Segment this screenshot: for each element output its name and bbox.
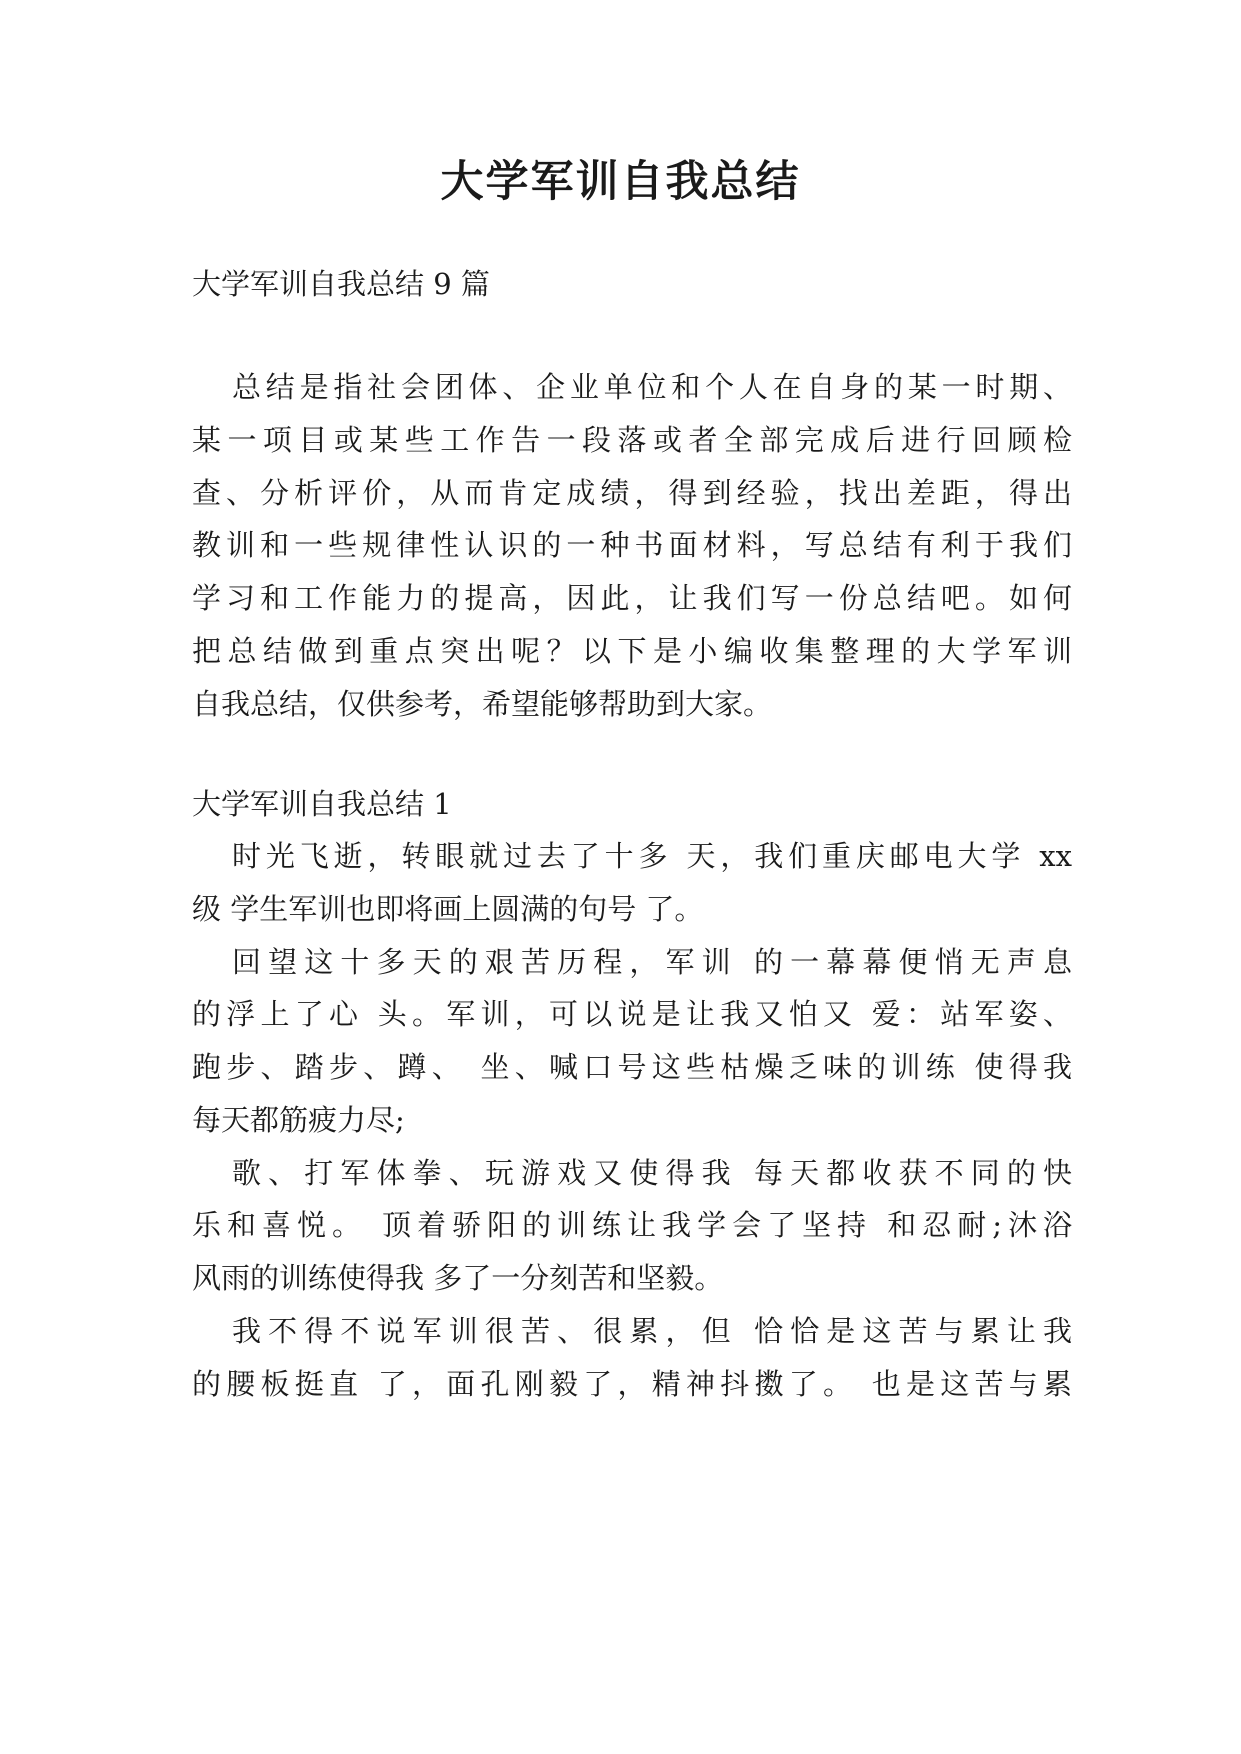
body-line: 每天都筋疲力尽;: [192, 1103, 405, 1137]
document-title: 大学军训自我总结: [440, 157, 801, 207]
body-line: 跑步、踏步、蹲、 坐、喊口号这些枯燥乏味的训练 使得我: [192, 1050, 1072, 1084]
intro-line: 总结是指社会团体、企业单位和个人在自身的某一时期、: [232, 370, 1072, 404]
body-line: 歌、打军体拳、玩游戏又使得我 每天都收获不同的快: [232, 1156, 1072, 1190]
intro-line: 查、分析评价，从而肯定成绩，得到经验，找出差距，得出: [192, 476, 1072, 510]
intro-line: 把总结做到重点突出呢？以下是小编收集整理的大学军训: [192, 634, 1072, 668]
body-line: 乐和喜悦。 顶着骄阳的训练让我学会了坚持 和忍耐;沐浴: [192, 1208, 1072, 1242]
intro-line: 自我总结，仅供参考，希望能够帮助到大家。: [192, 687, 773, 721]
intro-line: 教训和一些规律性认识的一种书面材料，写总结有利于我们: [192, 528, 1072, 562]
body-line: 的浮上了心 头。军训，可以说是让我又怕又 爱：站军姿、: [192, 997, 1072, 1031]
body-line: 的腰板挺直 了，面孔刚毅了，精神抖擞了。 也是这苦与累: [192, 1367, 1072, 1401]
body-line: 回望这十多天的艰苦历程，军训 的一幕幕便悄无声息: [232, 945, 1072, 979]
section-heading: 大学军训自我总结 1: [192, 787, 452, 821]
body-line: 级 学生军训也即将画上圆满的句号 了。: [192, 892, 704, 926]
body-line: 时光飞逝，转眼就过去了十多 天，我们重庆邮电大学 xx: [232, 839, 1072, 873]
body-line: 我不得不说军训很苦、很累，但 恰恰是这苦与累让我: [232, 1314, 1072, 1348]
intro-line: 学习和工作能力的提高，因此，让我们写一份总结吧。如何: [192, 581, 1072, 615]
document-subtitle: 大学军训自我总结 9 篇: [192, 267, 490, 301]
intro-line: 某一项目或某些工作告一段落或者全部完成后进行回顾检: [192, 423, 1072, 457]
body-line: 风雨的训练使得我 多了一分刻苦和坚毅。: [192, 1261, 724, 1295]
